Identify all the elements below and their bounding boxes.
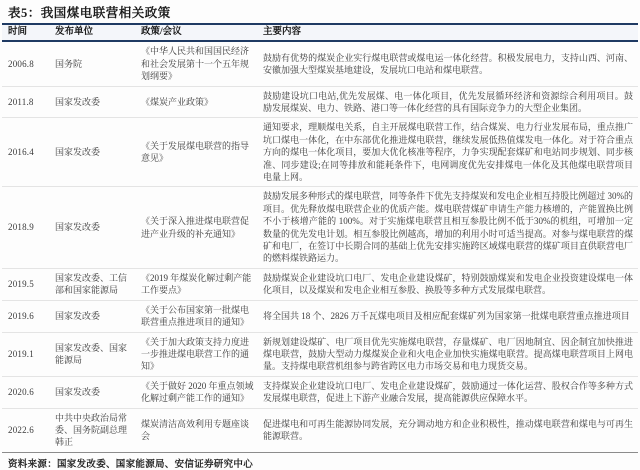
cell-time: 2006.8 xyxy=(8,58,34,69)
cell-policy: 《关于公布国家第一批煤电联营重点推进项目的通知》 xyxy=(141,304,250,328)
table-header-row xyxy=(2,23,638,42)
table-row xyxy=(2,186,638,267)
column-header-content: 主要内容 xyxy=(263,27,302,37)
cell-unit: 国家发改委、工信部和国家能源局 xyxy=(55,272,128,296)
cell-time: 2020.6 xyxy=(8,386,34,397)
table-row xyxy=(2,300,638,332)
cell-unit: 国家发改委 xyxy=(55,147,101,158)
column-header-unit: 发布单位 xyxy=(55,27,94,37)
cell-time: 2018.9 xyxy=(8,222,34,233)
cell-content: 鼓励有优势的煤炭企业实行煤电联营或煤电运一体化经营。积极发展电力，支持山西、河南、安徽加强大型煤炭基地建设，发展坑口电站和煤电联营。 xyxy=(263,52,633,75)
cell-unit: 国家发改委、国家能源局 xyxy=(55,342,128,366)
cell-policy: 《2019 年煤炭化解过剩产能工作要点》 xyxy=(141,272,252,296)
cell-content: 促进煤电和可再生能源协同发展，充分调动地方和企业积极性，推动煤电联营和煤电与可再生能源联营。 xyxy=(263,418,633,442)
table-row xyxy=(2,117,638,186)
table-row xyxy=(2,408,638,452)
cell-time: 2011.8 xyxy=(8,96,34,107)
cell-policy: 《中华人民共和国国民经济和社会发展第十一个五年规划纲要》 xyxy=(141,46,250,82)
policy-table xyxy=(2,23,638,470)
cell-content: 鼓励煤炭企业建设坑口电厂、发电企业建设煤矿，特别鼓励煤炭和发电企业投资建设煤电一体化项目，以及煤炭和发电企业相互参股、换股等多种方式发展煤电联营。 xyxy=(263,272,633,296)
cell-content: 鼓励建设坑口电站,优先发展煤、电一体化项目，优先发展循环经济和资源综合利用项目。鼓励发展煤炭、电力、铁路、港口等一体化经营的具有国际竞争力的大型企业集团。 xyxy=(263,90,633,114)
table-row xyxy=(2,86,638,118)
cell-policy: 《关于发展煤电联营的指导意见》 xyxy=(141,141,250,164)
cell-time: 2019.6 xyxy=(8,310,34,321)
cell-content: 鼓励发展多种形式的煤电联营，同等条件下优先支持煤炭和发电企业相互持股比例超过 30%的项目。优先释放煤电联营企业的优质产能。煤电联营煤矿申请生产能力核增的，产能置换比例不小于核增产能的 100%。对于实施煤电联营且相互参股比例不低于30%的机组，可增加一定数量的优先发电计划。相互参股比例越高，增加的利用小时可适当提高。对参与煤电联营的煤矿和电厂，在签订中长期合同的基础上优先安排实施跨区域煤电联营的煤矿项目直供联营电厂的燃料煤铁路运力。 xyxy=(263,191,633,264)
cell-content: 通知要求，理顺煤电关系，自主开展煤电联营工作，结合煤炭、电力行业发展布局，重点推广坑口煤电一体化，在中东部优化推进煤电联营，继续发展低热值煤发电一体化。对于符合重点方向的煤电一体化项目，要加大优化核准等程序，力争实现配套煤矿和电站同步规划、同步核准、同步建设;在同等排放和能耗条件下，电网调度优先安排煤电一体化及其他煤电联营项目电量上网。 xyxy=(263,122,633,183)
table-row xyxy=(2,42,638,85)
cell-unit: 国家发改委 xyxy=(55,222,101,233)
table-title: 表5：我国煤电联营相关政策 xyxy=(8,6,171,20)
cell-content: 将全国共 18 个、2826 万千瓦煤电项目及相应配套煤矿列为国家第一批煤电联营重点推进项目 xyxy=(263,310,630,321)
cell-unit: 国务院 xyxy=(55,58,83,69)
table-row xyxy=(2,376,638,408)
cell-content: 新规划建设煤矿、电厂项目优先实施煤电联营，存量煤矿、电厂因地制宜、因企制宜加快推进煤电联营，鼓励大型动力煤煤炭企业和火电企业加快实施煤电联营。提高煤电联营项目上网电量。支持煤电联营机组参与跨省跨区电力市场交易和电力现货交易。 xyxy=(263,336,633,372)
column-header-time: 时间 xyxy=(8,27,28,37)
table-body xyxy=(2,42,638,451)
cell-policy: 煤炭清洁高效利用专题座谈会 xyxy=(141,418,250,442)
cell-time: 2019.5 xyxy=(8,279,34,290)
cell-policy: 《关于做好 2020 年重点领域化解过剩产能工作的通知》 xyxy=(141,380,254,404)
cell-policy: 《煤炭产业政策》 xyxy=(141,96,214,107)
cell-unit: 国家发改委 xyxy=(55,310,101,321)
table-row xyxy=(2,332,638,376)
cell-time: 2016.4 xyxy=(8,147,34,158)
cell-content: 支持煤炭企业建设坑口电厂、发电企业建设煤矿，鼓励通过一体化运营、股权合作等多种方式发展煤电联营，促进上下游产业融合发展，提高能源供应保障水平。 xyxy=(263,380,633,404)
cell-unit: 国家发改委 xyxy=(55,386,101,397)
cell-policy: 《关于加大政策支持力度进一步推进煤电联营工作的通知》 xyxy=(141,336,250,372)
cell-unit: 国家发改委 xyxy=(55,96,101,107)
source-note: 资料来源：国家发改委、国家能源局、安信证券研究中心 xyxy=(2,452,638,470)
cell-time: 2022.6 xyxy=(8,424,34,435)
cell-time: 2019.1 xyxy=(8,348,34,359)
cell-unit: 中共中央政治局常委、国务院副总理韩正 xyxy=(55,412,128,448)
column-header-policy: 政策/会议 xyxy=(141,27,182,37)
cell-policy: 《关于深入推进煤电联营促进产业升级的补充通知》 xyxy=(141,216,250,239)
table-row xyxy=(2,268,638,300)
